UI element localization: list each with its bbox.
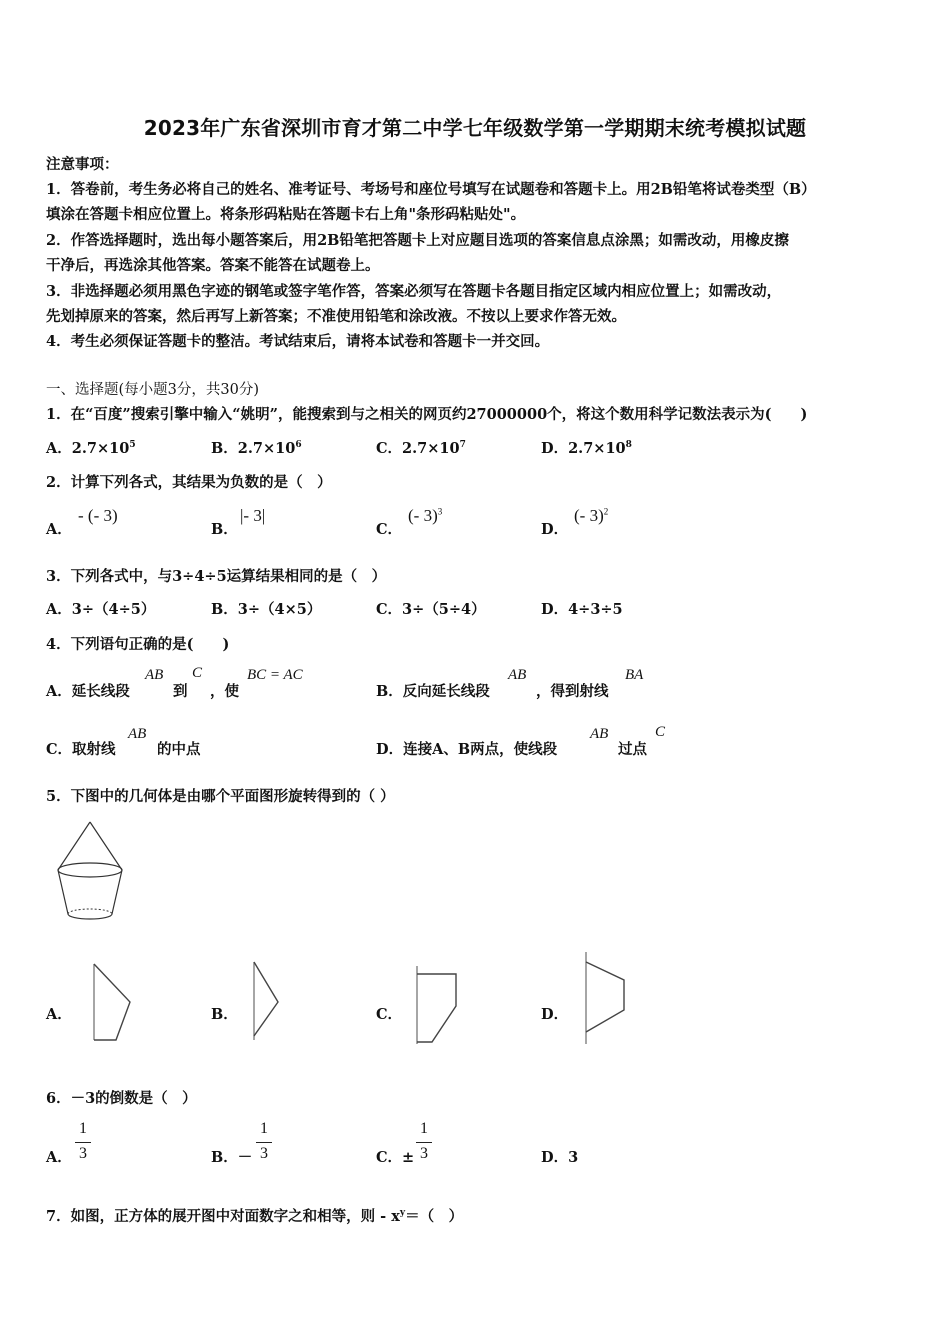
- option-c-text: 的中点: [157, 741, 201, 758]
- question-stem: 3．下列各式中，与3÷4÷5运算结果相同的是（ ）: [46, 568, 387, 585]
- fraction-numerator: 1: [79, 1120, 87, 1137]
- math-ab: AB: [145, 667, 164, 683]
- page-title: 2023年广东省深圳市育才第二中学七年级数学第一学期期末统考模拟试题: [143, 116, 807, 140]
- option-a: A．3÷（4÷5）: [46, 601, 156, 618]
- notice-line: 4．考生必须保证答题卡的整洁。考试结束后，请将本试卷和答题卡一并交回。: [46, 333, 550, 350]
- option-a-label: A．: [46, 521, 72, 538]
- option-b-math: |- 3|: [240, 506, 266, 525]
- fraction-numerator: 1: [260, 1120, 268, 1137]
- fraction-denominator: 3: [260, 1145, 268, 1162]
- option-c-figure: [410, 962, 466, 1048]
- fraction-numerator: 1: [420, 1120, 428, 1137]
- notice-line: 1．答卷前，考生务必将自己的姓名、准考证号、考场号和座位号填写在试题卷和答题卡上。用2B铅笔将试卷类型（B）: [46, 181, 816, 198]
- notice-line: 干净后，再选涂其他答案。答案不能答在试题卷上。: [46, 257, 380, 274]
- option-b: B．$2.7\times 10^6$: [211, 440, 302, 457]
- option-b-label: B．: [211, 1006, 238, 1023]
- notice-line: 填涂在答题卡相应位置上。将条形码粘贴在答题卡右上角"条形码粘贴处"。: [46, 206, 526, 223]
- option-a-label: A．: [46, 1149, 72, 1166]
- option-b: B．反向延长线段: [376, 683, 490, 700]
- option-c: C．取射线: [46, 741, 116, 758]
- option-c-label: C．: [376, 521, 403, 538]
- option-d-label: D．: [541, 1006, 569, 1023]
- option-d: D．$2.7\times 10^8$: [541, 440, 632, 457]
- option-b-text: ，得到射线: [536, 683, 609, 700]
- option-c: C．$2.7\times 10^7$: [376, 440, 466, 457]
- question-stem: 6．－3的倒数是（ ）: [46, 1090, 197, 1107]
- question-stem: 7．如图，正方体的展开图中对面数字之和相等，则 - $x^y=$（ ）: [46, 1208, 464, 1225]
- option-c: C．3÷（5÷4）: [376, 601, 486, 618]
- option-d: D．4÷3÷5: [541, 601, 623, 618]
- option-b-label: B．－: [211, 1149, 253, 1166]
- option-d-text: 过点: [618, 741, 647, 758]
- notice-line: 先划掉原来的答案，然后再写上新答案；不准使用铅笔和涂改液。不按以上要求作答无效。: [46, 308, 626, 325]
- option-a: A．延长线段: [46, 683, 130, 700]
- math-ab: AB: [128, 726, 147, 742]
- fraction-denominator: 3: [420, 1145, 428, 1162]
- solid-figure: [50, 818, 130, 926]
- question-stem: 1．在“百度”搜索引擎中输入“姚明”，能搜索到与之相关的网页约27000000个，将这个数用科学记数法表示为( ): [46, 406, 808, 423]
- option-b: B．3÷（4×5）: [211, 601, 322, 618]
- fraction-bar: [75, 1142, 91, 1143]
- question-stem: 4．下列语句正确的是( ): [46, 636, 230, 653]
- question-stem: 2．计算下列各式，其结果为负数的是（ ）: [46, 474, 332, 491]
- math-bc-ac: BC = AC: [247, 667, 303, 683]
- option-a: A．$2.7\times 10^5$: [46, 440, 136, 457]
- option-d-label: D．: [541, 521, 569, 538]
- option-d: D．连接A、B两点，使线段: [376, 741, 558, 758]
- math-ab: AB: [508, 667, 527, 683]
- option-a-text: 到: [173, 683, 188, 700]
- fraction-denominator: 3: [79, 1145, 87, 1162]
- option-a-text: ，使: [210, 683, 239, 700]
- option-c-math: (- 3)$^3$: [408, 506, 443, 525]
- question-stem: 5．下图中的几何体是由哪个平面图形旋转得到的（ ）: [46, 788, 395, 805]
- math-c: C: [192, 665, 203, 681]
- math-ba: BA: [625, 667, 644, 683]
- option-b-figure: [248, 958, 288, 1044]
- fraction-bar: [256, 1142, 272, 1143]
- option-d-figure: [578, 948, 634, 1048]
- option-a-figure: [88, 960, 138, 1044]
- option-a-math: - (- 3): [78, 506, 118, 525]
- option-d: D．3: [541, 1149, 579, 1166]
- notice-line: 3．非选择题必须用黑色字迹的钢笔或签字笔作答，答案必须写在答题卡各题目指定区域内相应位置上；如需改动，: [46, 283, 782, 300]
- notice-line: 2．作答选择题时，选出每小题答案后，用2B铅笔把答题卡上对应题目选项的答案信息点涂黑；如需改动，用橡皮擦: [46, 232, 789, 249]
- math-ab: AB: [590, 726, 609, 742]
- fraction-bar: [416, 1142, 432, 1143]
- option-a-label: A．: [46, 1006, 72, 1023]
- notice-heading: 注意事项：: [46, 156, 119, 173]
- option-b-label: B．: [211, 521, 238, 538]
- section-heading: 一、选择题(每小题3分，共30分): [46, 382, 259, 398]
- math-c: C: [655, 724, 666, 740]
- option-c-label: C．: [376, 1006, 403, 1023]
- option-c-label: C．±: [376, 1149, 415, 1166]
- option-d-math: (- 3)$^2$: [574, 506, 609, 525]
